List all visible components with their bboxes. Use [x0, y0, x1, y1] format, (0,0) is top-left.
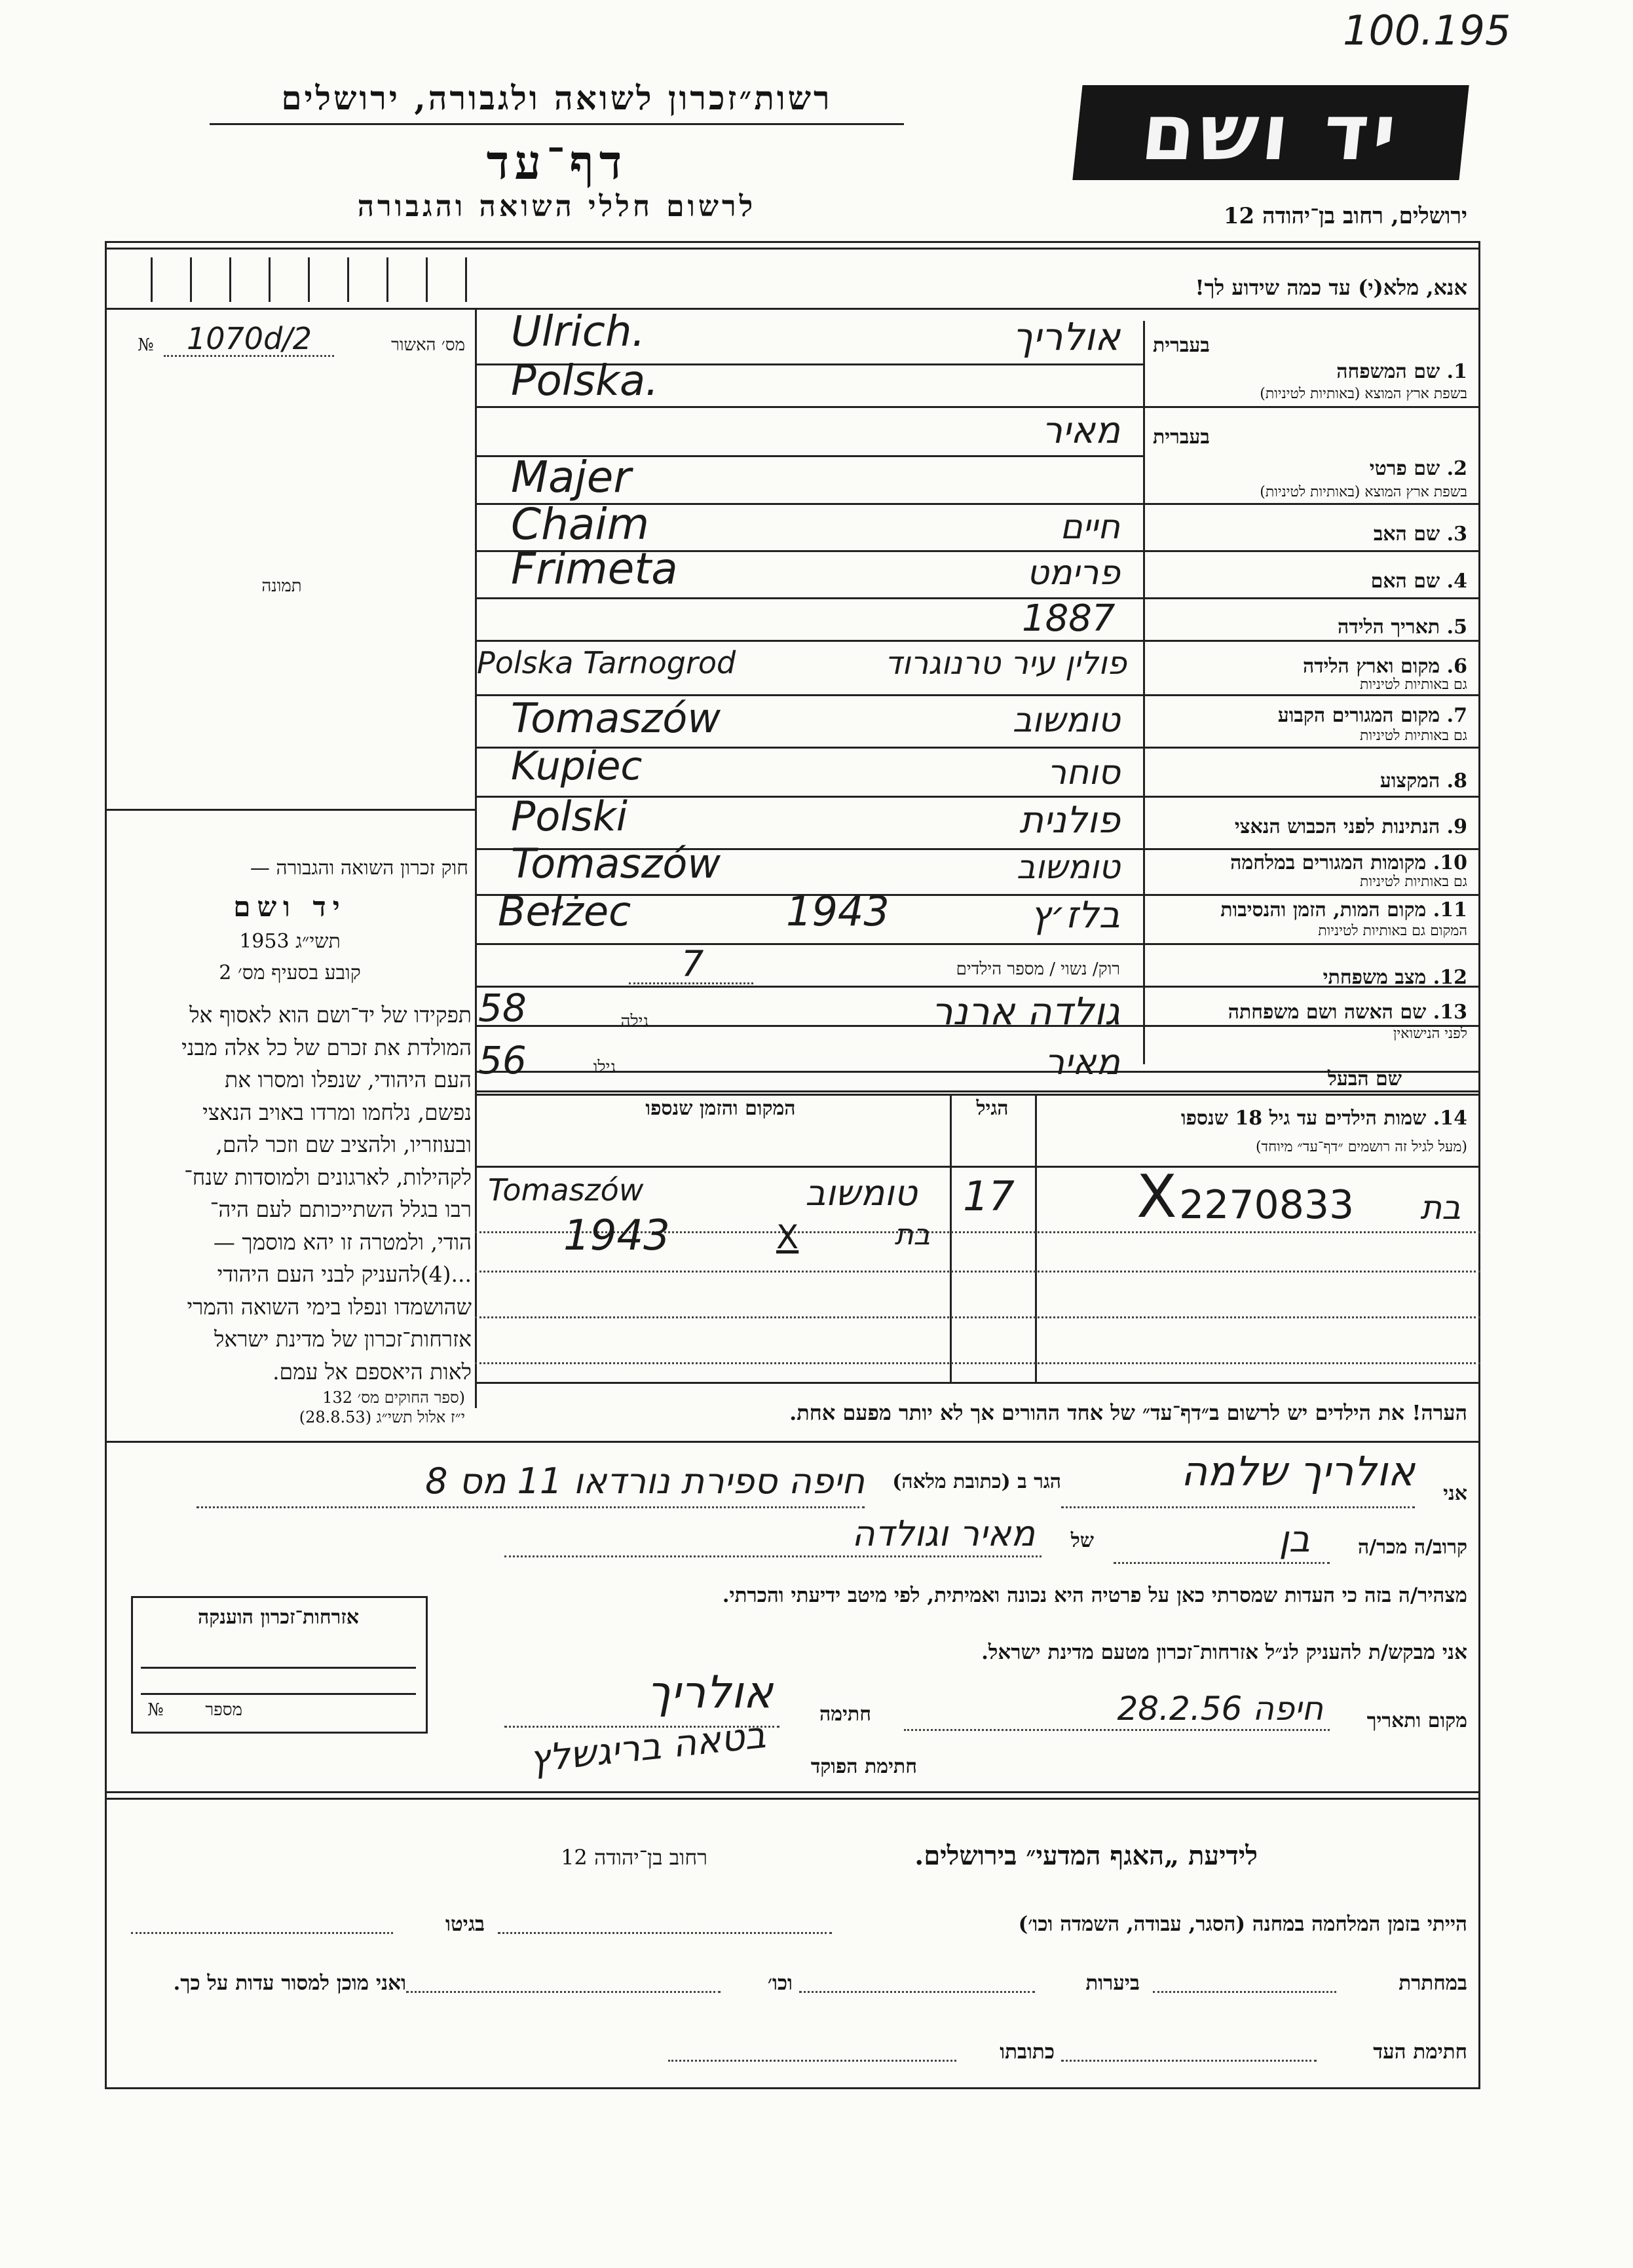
bottom-witness-sig: חתימת העד [1373, 2040, 1467, 2064]
field-4-latin[interactable]: Frimeta [511, 544, 678, 594]
header-address: ירושלים, רחוב בן־יהודה 12 [1223, 203, 1467, 229]
approval-number[interactable]: 1070d/2 [187, 321, 312, 356]
field-12-options: רוק/ נשוי / מספר הילדים [956, 959, 1120, 979]
field-11-sub: המקום גם באותיות לטיניות [1318, 923, 1467, 939]
field-1-hebrew-tag: בעברית [1153, 334, 1210, 357]
tick-1 [151, 257, 153, 302]
field-11-num: 11. [1433, 899, 1467, 921]
field-13-age-label: גילה [620, 1012, 648, 1032]
field-1-hebrew[interactable]: אולריך [1012, 314, 1120, 359]
field-6-hebrew[interactable]: פולין עיר טרנוגרוד [884, 645, 1127, 682]
field-1-sub: בשפת ארץ המוצא (באותיות לטיניות) [1260, 386, 1467, 402]
decl-gar-value[interactable]: חיפה ספירת נורדאו 11 מס 8 [425, 1460, 865, 1502]
law-line-8: הודי, ולמטרה זו יהא מוסמך — [213, 1229, 472, 1255]
law-line-2: המולדת את זכרם של כל אלה מבני [181, 1034, 472, 1060]
tick-6 [347, 257, 349, 302]
law-line-1: תפקידו של יד־ושם הוא לאסוף אל [189, 1002, 472, 1028]
field-9-text: הנתינות לפני הכבוש הנאצי [1234, 815, 1440, 838]
field-10-hebrew[interactable]: טומשוב [1017, 848, 1120, 886]
children-row-4 [475, 1362, 1480, 1364]
field-7-hebrew[interactable]: טומשוב [1012, 701, 1120, 740]
row-line-6 [475, 597, 1480, 599]
law-source-1: (ספר החוקים מס׳ 132 [322, 1388, 465, 1407]
law-title: חוק זכרון השואה והגבורה — [250, 857, 468, 880]
photo-label: תמונה [261, 576, 302, 596]
note-top-line [475, 1382, 1480, 1384]
decl-relative-value[interactable]: בן [1279, 1518, 1310, 1561]
bottom-forests: ביערות [1085, 1971, 1140, 1995]
decl-statement: מצהיר/ה בזה כי העדות שמסרתי כאן על פרטיה היא נכונה ואמיתית, לפי מיטב ידיעתי והכרתי. [722, 1584, 1467, 1607]
law-line-4: נפשם, נלחמו ומרדו באויב הנאצי [202, 1099, 472, 1125]
field-11-label [1153, 899, 1467, 921]
field-4-text: שם האם [1370, 570, 1440, 593]
field-13-hebrew[interactable]: גולדה ארנר [931, 989, 1120, 1033]
tick-9 [465, 257, 467, 302]
law-line-9: ...(4)להעניק לבני העם היהודי [217, 1261, 472, 1287]
field-6-sub: גם באותיות לטיניות [1360, 677, 1467, 693]
stamp-line-2 [141, 1693, 416, 1695]
left-column-divider [475, 308, 477, 1408]
field-7-text: מקום המגורים הקבוע [1277, 704, 1440, 727]
field-12-text: מצב משפחתי [1323, 966, 1427, 989]
child-x-mark[interactable]: X [776, 1218, 799, 1256]
row-line-13 [475, 943, 1480, 945]
authority-underline [210, 123, 904, 125]
field-5-value[interactable]: 1887 [1022, 597, 1116, 640]
law-line-11: אזרחות־זכרון של מדינת ישראל [214, 1326, 472, 1352]
field-12-children[interactable]: 7 [681, 943, 704, 984]
row-line-7 [475, 640, 1480, 642]
field-6-latin[interactable]: Polska Tarnogrod [477, 645, 736, 680]
law-name: יד ושם [233, 891, 347, 923]
child-mark[interactable]: X [1136, 1162, 1177, 1231]
field-2-sub: בשפת ארץ המוצא (באותיות לטיניות) [1260, 484, 1467, 500]
field-7-sub: גם באותיות לטיניות [1360, 728, 1467, 744]
bottom-heading: לידיעת „האגף המדעי״ בירושלים. [914, 1840, 1258, 1871]
form-title: דף־עד [486, 134, 628, 190]
decl-ani-value[interactable]: אולריך שלמה [1180, 1447, 1415, 1495]
field-2-num: 2. [1446, 457, 1467, 480]
bottom-double-line-1 [105, 1791, 1480, 1793]
field-7-label [1153, 704, 1467, 727]
field-10-text: מקומות המגורים במלחמה [1230, 851, 1427, 874]
decl-of-value[interactable]: מאיר וגולדה [852, 1513, 1035, 1554]
field-5-num: 5. [1446, 616, 1467, 639]
bottom-ghetto-dotline [131, 1932, 393, 1934]
field-2-hebrew[interactable]: מאיר [1042, 409, 1120, 452]
tick-8 [426, 257, 428, 302]
child-place-hebrew[interactable]: טומשוב [805, 1172, 917, 1214]
law-year: תשי״ג 1953 [239, 930, 341, 953]
decl-signature-label: חתימה [819, 1703, 871, 1726]
field-2-latin[interactable]: Majer [511, 452, 631, 502]
note-text: הערה! את הילדים יש לרשום ב״דף־עד״ של אחד ההורים אך לא יותר מפעם אחת. [789, 1400, 1467, 1425]
field-1-latin[interactable]: Ulrich. [511, 308, 645, 356]
bottom-ghetto: בגיטו [445, 1912, 485, 1936]
decl-request: אני מבקש/ת להעניק לנ״ל אזרחות־זכרון מטעם מדינת ישראל. [981, 1641, 1467, 1664]
children-col-divider-2 [1035, 1094, 1037, 1382]
field-3-text: שם האב [1373, 523, 1440, 546]
field-4-hebrew[interactable]: פרימט [1026, 553, 1120, 593]
field-9-label [1153, 815, 1467, 838]
law-line-7: רבו בגלל השתייכותם לעם היה־ [210, 1197, 472, 1222]
yad-vashem-logo: יד ושם [1072, 85, 1469, 180]
label-column-divider [1143, 321, 1145, 1064]
field-6-num: 6. [1446, 655, 1467, 678]
field-12-label [1153, 966, 1467, 989]
field-3-label [1153, 523, 1467, 546]
approval-label: מס׳ האשור [391, 335, 465, 355]
bottom-camp-dotline [498, 1932, 832, 1934]
children-num: 14. [1433, 1107, 1467, 1130]
field-1-text: שם המשפחה [1336, 360, 1440, 383]
photo-bottom [105, 809, 475, 811]
field-2-hebrew-tag: בעברית [1153, 426, 1210, 449]
decl-relative-label: קרוב/ה מכר/ה [1358, 1536, 1467, 1559]
bottom-etc-dotline [406, 1991, 721, 1993]
field-8-label [1153, 770, 1467, 792]
field-2-label [1153, 457, 1467, 480]
children-row-2 [475, 1271, 1480, 1273]
law-section: קובע בסעיף מס׳ 2 [219, 961, 361, 984]
approval-no-sign: № [138, 335, 154, 355]
top-double-line [105, 248, 1480, 250]
field-12-dotline [629, 982, 753, 984]
field-5-text: תאריך הלידה [1338, 616, 1440, 639]
note-bottom-line [105, 1441, 1480, 1443]
law-line-12: לאות היאספם אל עמם. [272, 1358, 472, 1385]
field-13-label [1153, 1001, 1467, 1024]
tick-5 [308, 257, 310, 302]
authority-line: רשות״זכרון לשואה ולגבורה, ירושלים [281, 79, 833, 117]
field-10-sub: גם באותיות לטיניות [1360, 874, 1467, 890]
field-5-label [1153, 616, 1467, 639]
children-table-top [475, 1094, 1480, 1096]
tick-3 [229, 257, 231, 302]
law-paragraph [105, 999, 472, 1388]
field-4-label [1153, 570, 1467, 593]
field-13-sub: לפני הנישואין [1393, 1026, 1467, 1042]
field-13-age[interactable]: 58 [478, 986, 527, 1030]
stamp-title: אזרחות־זכרון הוענקה [197, 1606, 360, 1629]
decl-gar-label: הגר ב (כתובת מלאה) [892, 1470, 1061, 1493]
bottom-witness-dotline [1061, 2060, 1317, 2062]
bottom-ready: ואני מוכן למסור עדות על כך. [173, 1971, 406, 1995]
children-col-age: הגיל [976, 1097, 1009, 1120]
child-name[interactable]: בת [1420, 1189, 1461, 1227]
field-9-num: 9. [1446, 815, 1467, 838]
field-11-text: מקום המות, הזמן והנסיבות [1220, 899, 1427, 921]
children-header-line [475, 1166, 1480, 1168]
husband-hebrew[interactable]: מאיר [1044, 1041, 1120, 1083]
stamp-number-label: מספר [205, 1700, 242, 1720]
field-3-latin[interactable]: Chaim [511, 499, 649, 549]
field-8-num: 8. [1446, 770, 1467, 792]
stamp-line-1 [141, 1667, 416, 1669]
husband-age[interactable]: 56 [478, 1038, 527, 1083]
field-1-latin-2[interactable]: Polska. [511, 357, 659, 405]
field-13-num: 13. [1433, 1001, 1467, 1024]
decl-ani: אני [1443, 1482, 1467, 1505]
law-source-2: י״ז אלול תשי״ג (28.8.53) [299, 1408, 465, 1426]
field-11-hebrew[interactable]: בלז׳ץ [1030, 894, 1120, 937]
field-1-label [1153, 360, 1467, 383]
field-3-num: 3. [1446, 523, 1467, 546]
bottom-hiding-dotline [1153, 1991, 1336, 1993]
field-11-year[interactable]: 1943 [786, 887, 890, 935]
field-7-latin[interactable]: Tomaszów [511, 694, 721, 742]
decl-place-date-value[interactable]: חיפה 28.2.56 [1117, 1690, 1323, 1728]
decl-of-label: של [1070, 1529, 1094, 1552]
children-title [1100, 1107, 1467, 1130]
field-6-label [1153, 655, 1467, 678]
catalog-number: 100.195 [1343, 7, 1511, 54]
decl-place-date-dotline [904, 1729, 1330, 1731]
field-8-hebrew[interactable]: סוחר [1047, 753, 1120, 792]
bottom-camp-line: הייתי בזמן המלחמה במחנה (הסגר, עבודה, השמדה וכו׳) [1018, 1912, 1467, 1936]
field-9-hebrew[interactable]: פולנית [1019, 799, 1120, 842]
stamp-no-sign: № [147, 1700, 164, 1720]
bottom-forests-dotline [799, 1991, 1035, 1993]
decl-relative-dotline [1114, 1562, 1330, 1564]
children-row-3 [475, 1316, 1480, 1318]
law-line-10: שהושמדו ונפלו בימי השואה והמרי [187, 1293, 472, 1320]
field-8-text: המקצוע [1380, 770, 1440, 792]
decl-ani-dotline [1061, 1506, 1415, 1508]
tick-7 [386, 257, 388, 302]
bottom-address: רחוב בן־יהודה 12 [561, 1845, 707, 1870]
field-12-num: 12. [1433, 966, 1467, 989]
bottom-double-line-2 [105, 1798, 1480, 1800]
field-10-latin[interactable]: Tomaszów [511, 840, 721, 887]
bottom-hiding: במחתרת [1398, 1971, 1467, 1995]
field-1-num: 1. [1446, 360, 1467, 383]
tick-2 [190, 257, 192, 302]
decl-place-date-label: מקום ותאריך [1366, 1709, 1467, 1732]
husband-age-label: גילו [593, 1058, 616, 1077]
children-col-place: המקום והזמן שנספו [645, 1097, 796, 1120]
children-title-sub: (מעל לגיל זה רושמים ״דף־עד״ מיוחד) [1255, 1139, 1467, 1155]
law-line-6: לקהילות, לארגונים ולמוסדות שנח־ [184, 1164, 472, 1190]
field-7-num: 7. [1446, 704, 1467, 727]
field-9-latin[interactable]: Polski [511, 792, 628, 840]
child-note[interactable]: בת [894, 1218, 930, 1252]
children-title-text: שמות הילדים עד גיל 18 שנספו [1180, 1107, 1427, 1130]
bottom-address-label: כתובתו [1000, 2040, 1055, 2064]
field-3-hebrew[interactable]: חיים [1060, 508, 1120, 547]
row-line-17 [475, 1090, 1480, 1092]
row-line-2 [475, 406, 1480, 408]
field-13-text: שם האשה ושם משפחתה [1228, 1001, 1427, 1024]
field-2-text: שם פרטי [1369, 457, 1440, 480]
child-year[interactable]: 1943 [563, 1212, 670, 1260]
bottom-address-dotline [668, 2060, 956, 2062]
intro-underline [105, 308, 1480, 310]
field-6-text: מקום וארץ הלידה [1302, 655, 1440, 678]
decl-of-dotline [504, 1555, 1042, 1557]
field-11-latin[interactable]: Bełżec [498, 887, 631, 935]
law-line-3: העם היהודי, שנפלו ומסרו את [225, 1067, 472, 1092]
form-subtitle: לרשום חללי השואה והגבורה [357, 190, 757, 223]
field-10-num: 10. [1433, 851, 1467, 874]
decl-officer-label: חתימת הפוקד [810, 1755, 917, 1778]
child-age[interactable]: 17 [963, 1172, 1015, 1220]
field-10-label [1153, 851, 1467, 874]
husband-label: שם הבעל [1327, 1068, 1402, 1090]
law-line-5: ובעוזריו, ולהציב שם וזכר להם, [216, 1132, 472, 1157]
intro-text: אנא, מלא(י) עד כמה שידוע לך! [1195, 275, 1467, 300]
tick-4 [269, 257, 271, 302]
child-number[interactable]: 2270833 [1179, 1182, 1355, 1228]
field-8-latin[interactable]: Kupiec [511, 743, 643, 789]
decl-gar-dotline [197, 1506, 865, 1508]
field-4-num: 4. [1446, 570, 1467, 593]
bottom-etc: וכו׳ [767, 1971, 793, 1995]
decl-signature-value[interactable]: אולריך [647, 1667, 773, 1719]
decl-officer-value[interactable]: בטאה בריגשלץ [527, 1713, 768, 1781]
children-col-divider-1 [950, 1094, 952, 1382]
child-place-latin[interactable]: Tomaszów [488, 1172, 644, 1208]
